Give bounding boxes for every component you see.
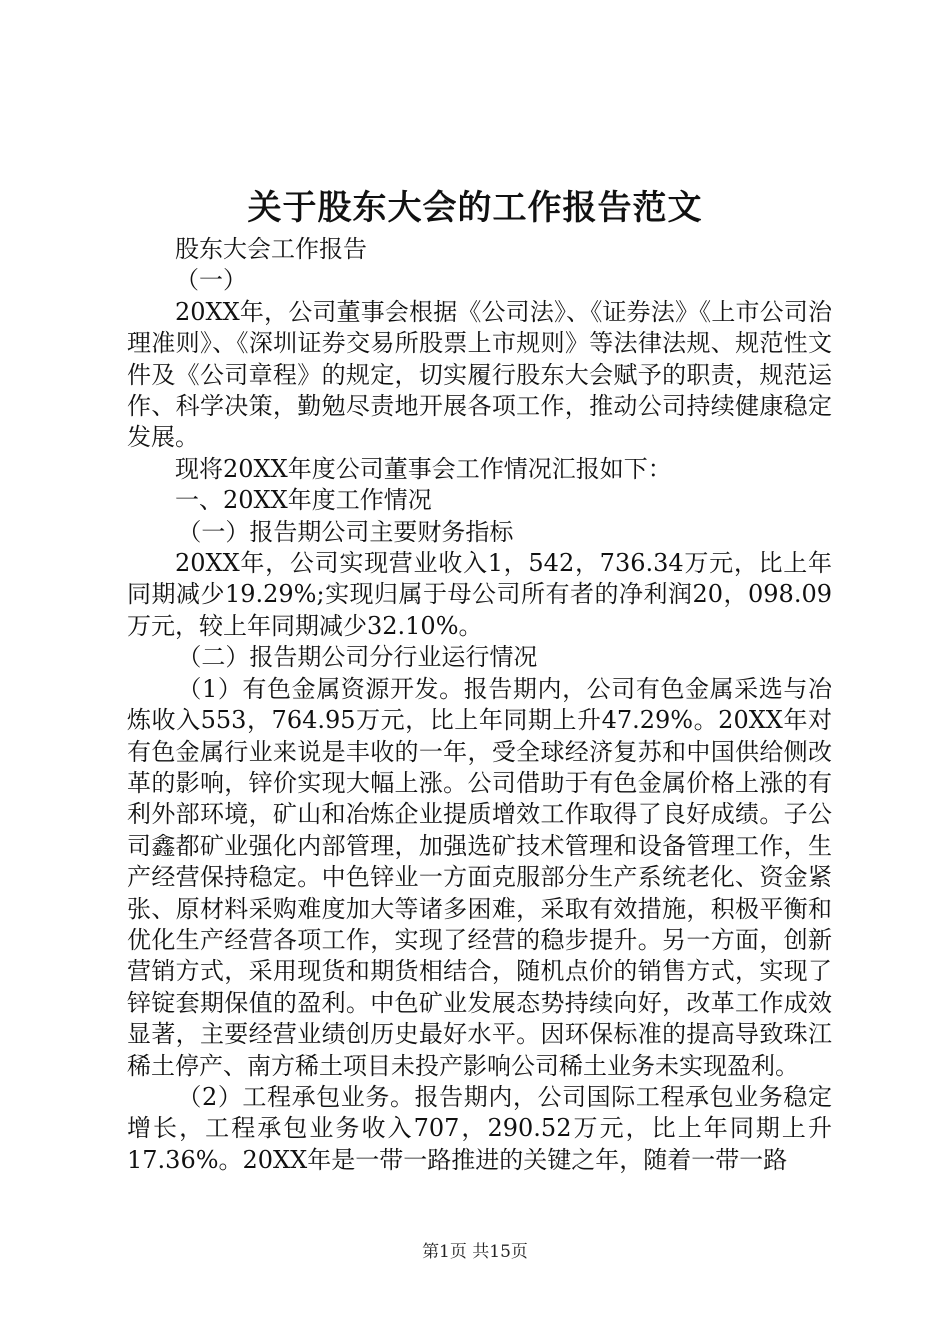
page-footer: 第1页 共15页 bbox=[422, 1242, 528, 1262]
paragraph-nonferrous: （1）有色金属资源开发。报告期内，公司有色金属采选与冶炼收入553，764.95万元，比上年同期上升47.29%。20XX年对有色金属行业来说是丰收的一年，受全球经济复苏和中国供给侧改革的影响，锌价实现大幅上涨。公司借助于有色金属价格上涨的有利外部环境，矿山和冶炼企业提质增效工作取得了良好成绩。子公司鑫都矿业强化内部管理，加强选矿技术管理和设备管理工作，生产经营保持稳定。中色锌业一方面克服部分生产系统老化、资金紧张、原材料采购难度加大等诸多困难，采取有效措施，积极平衡和优化生产经营各项工作，实现了经营的稳步提升。另一方面，创新营销方式，采用现货和期货相结合，随机点价的销售方式，实现了锌锭套期保值的盈利。中色矿业发展态势持续向好，改革工作成效显著，主要经营业绩创历史最好水平。因环保标准的提高导致珠江稀土停产、南方稀土项目未投产影响公司稀土业务未实现盈利。 bbox=[127, 674, 832, 1080]
paragraph-section-marker: （一） bbox=[175, 266, 247, 295]
document-body bbox=[127, 234, 832, 1176]
paragraph-financial: 20XX年，公司实现营业收入1，542，736.34万元，比上年同期减少19.29%;实现归属于母公司所有者的净利润20，098.09万元，较上年同期减少32.10%。 bbox=[127, 549, 832, 640]
paragraph-heading: 股东大会工作报告 bbox=[175, 235, 367, 263]
section-heading-1: 一、20XX年度工作情况 bbox=[175, 486, 432, 515]
subsection-heading-industry: （二）报告期公司分行业运行情况 bbox=[177, 643, 538, 672]
paragraph-intro: 20XX年，公司董事会根据《公司法》、《证券法》《上市公司治理准则》、《深圳证券交易所股票上市规则》等法律法规、规范性文件及《公司章程》的规定，切实履行股东大会赋予的职责，规范运作、科学决策，勤勉尽责地开展各项工作，推动公司持续健康稳定发展。 bbox=[127, 297, 832, 452]
paragraph-engineering: （2）工程承包业务。报告期内，公司国际工程承包业务稳定增长，工程承包业务收入707，290.52万元，比上年同期上升17.36%。20XX年是一带一路推进的关键之年，随着一带一路 bbox=[127, 1082, 832, 1174]
subsection-heading-financial: （一）报告期公司主要财务指标 bbox=[177, 517, 514, 546]
paragraph-report-lead: 现将20XX年度公司董事会工作情况汇报如下： bbox=[175, 454, 672, 483]
document-title: 关于股东大会的工作报告范文 bbox=[247, 188, 703, 228]
